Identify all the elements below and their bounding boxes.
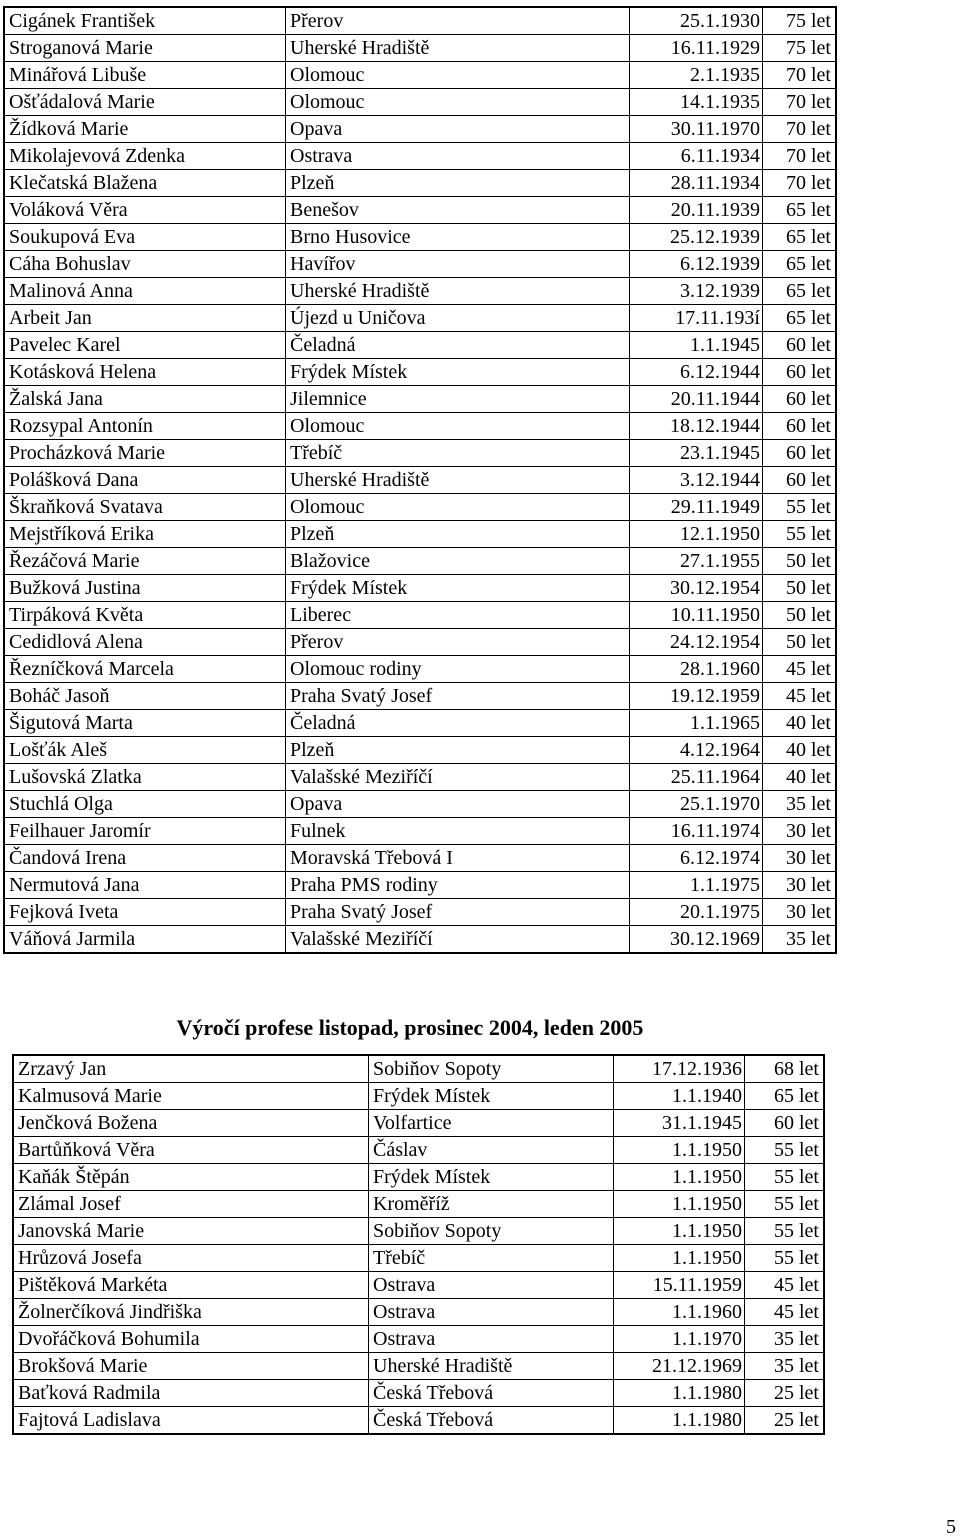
years-cell: 65 let (763, 224, 837, 251)
place-cell: Uherské Hradiště (369, 1353, 614, 1380)
name-cell: Kaňák Štěpán (13, 1164, 369, 1191)
date-cell: 25.11.1964 (630, 764, 763, 791)
table-row (13, 1055, 824, 1083)
table-row (4, 629, 836, 656)
years-cell: 30 let (763, 818, 837, 845)
name-cell: Nermutová Jana (4, 872, 286, 899)
table-row (4, 386, 836, 413)
table-row (13, 1083, 824, 1110)
date-cell: 14.1.1935 (630, 89, 763, 116)
table-row (4, 7, 836, 35)
name-cell: Bartůňková Věra (13, 1137, 369, 1164)
place-cell: Frýdek Místek (369, 1083, 614, 1110)
years-cell: 25 let (745, 1380, 825, 1407)
name-cell: Řezníčková Marcela (4, 656, 286, 683)
name-cell: Stroganová Marie (4, 35, 286, 62)
place-cell: Valašské Meziříčí (286, 926, 630, 954)
years-cell: 50 let (763, 602, 837, 629)
place-cell: Třebíč (286, 440, 630, 467)
date-cell: 10.11.1950 (630, 602, 763, 629)
name-cell: Pištěková Markéta (13, 1272, 369, 1299)
name-cell: Arbeit Jan (4, 305, 286, 332)
place-cell: Jilemnice (286, 386, 630, 413)
table-row (4, 197, 836, 224)
date-cell: 1.1.1970 (614, 1326, 745, 1353)
place-cell: Havířov (286, 251, 630, 278)
name-cell: Kotásková Helena (4, 359, 286, 386)
years-cell: 65 let (763, 251, 837, 278)
date-cell: 2.1.1935 (630, 62, 763, 89)
name-cell: Žalská Jana (4, 386, 286, 413)
name-cell: Fajtová Ladislava (13, 1407, 369, 1435)
table-row (13, 1191, 824, 1218)
years-cell: 35 let (745, 1326, 825, 1353)
name-cell: Stuchlá Olga (4, 791, 286, 818)
place-cell: Praha Svatý Josef (286, 899, 630, 926)
years-cell: 68 let (745, 1055, 825, 1083)
date-cell: 1.1.1945 (630, 332, 763, 359)
place-cell: Újezd u Uničova (286, 305, 630, 332)
table-row (4, 224, 836, 251)
years-cell: 60 let (763, 467, 837, 494)
date-cell: 23.1.1945 (630, 440, 763, 467)
name-cell: Mejstříková Erika (4, 521, 286, 548)
place-cell: Brno Husovice (286, 224, 630, 251)
years-cell: 65 let (745, 1083, 825, 1110)
name-cell: Pavelec Karel (4, 332, 286, 359)
table-row (4, 791, 836, 818)
years-cell: 60 let (763, 359, 837, 386)
table-row (4, 413, 836, 440)
table-row (4, 467, 836, 494)
date-cell: 28.11.1934 (630, 170, 763, 197)
years-cell: 45 let (745, 1272, 825, 1299)
table-row (4, 89, 836, 116)
years-cell: 40 let (763, 764, 837, 791)
date-cell: 3.12.1944 (630, 467, 763, 494)
date-cell: 4.12.1964 (630, 737, 763, 764)
date-cell: 1.1.1975 (630, 872, 763, 899)
name-cell: Fejková Iveta (4, 899, 286, 926)
place-cell: Opava (286, 116, 630, 143)
table-row (13, 1380, 824, 1407)
place-cell: Plzeň (286, 170, 630, 197)
date-cell: 17.12.1936 (614, 1055, 745, 1083)
years-cell: 50 let (763, 548, 837, 575)
place-cell: Moravská Třebová I (286, 845, 630, 872)
name-cell: Mikolajevová Zdenka (4, 143, 286, 170)
name-cell: Cáha Bohuslav (4, 251, 286, 278)
years-cell: 35 let (763, 926, 837, 954)
place-cell: Praha Svatý Josef (286, 683, 630, 710)
table-row (13, 1164, 824, 1191)
table-row (13, 1326, 824, 1353)
section-title: Výročí profese listopad, prosinec 2004, leden 2005 (176, 1015, 644, 1040)
table-row (4, 494, 836, 521)
table-row (13, 1299, 824, 1326)
years-cell: 45 let (763, 683, 837, 710)
date-cell: 16.11.1974 (630, 818, 763, 845)
place-cell: Čeladná (286, 710, 630, 737)
table-row (4, 170, 836, 197)
years-cell: 45 let (763, 656, 837, 683)
name-cell: Dvořáčková Bohumila (13, 1326, 369, 1353)
date-cell: 16.11.1929 (630, 35, 763, 62)
date-cell: 30.12.1954 (630, 575, 763, 602)
date-cell: 15.11.1959 (614, 1272, 745, 1299)
years-cell: 70 let (763, 62, 837, 89)
date-cell: 1.1.1950 (614, 1191, 745, 1218)
name-cell: Škraňková Svatava (4, 494, 286, 521)
years-cell: 60 let (763, 440, 837, 467)
table-row (4, 683, 836, 710)
table-row (13, 1110, 824, 1137)
table-row (13, 1137, 824, 1164)
years-cell: 45 let (745, 1299, 825, 1326)
name-cell: Baťková Radmila (13, 1380, 369, 1407)
place-cell: Sobiňov Sopoty (369, 1055, 614, 1083)
place-cell: Česká Třebová (369, 1407, 614, 1435)
place-cell: Olomouc (286, 494, 630, 521)
date-cell: 31.1.1945 (614, 1110, 745, 1137)
place-cell: Třebíč (369, 1245, 614, 1272)
anniversary-table-1 (3, 6, 837, 954)
date-cell: 6.11.1934 (630, 143, 763, 170)
years-cell: 60 let (763, 386, 837, 413)
date-cell: 1.1.1940 (614, 1083, 745, 1110)
name-cell: Kalmusová Marie (13, 1083, 369, 1110)
date-cell: 1.1.1965 (630, 710, 763, 737)
years-cell: 40 let (763, 710, 837, 737)
table-row (4, 116, 836, 143)
years-cell: 65 let (763, 197, 837, 224)
name-cell: Soukupová Eva (4, 224, 286, 251)
table-row (4, 35, 836, 62)
table-row (4, 278, 836, 305)
name-cell: Procházková Marie (4, 440, 286, 467)
name-cell: Čandová Irena (4, 845, 286, 872)
place-cell: Frýdek Místek (369, 1164, 614, 1191)
anniversary-table-2 (12, 1054, 825, 1435)
date-cell: 1.1.1980 (614, 1380, 745, 1407)
place-cell: Praha PMS rodiny (286, 872, 630, 899)
date-cell: 20.1.1975 (630, 899, 763, 926)
table-row (4, 656, 836, 683)
table-row (4, 548, 836, 575)
date-cell: 25.12.1939 (630, 224, 763, 251)
years-cell: 55 let (745, 1218, 825, 1245)
table-row (4, 899, 836, 926)
date-cell: 3.12.1939 (630, 278, 763, 305)
place-cell: Sobiňov Sopoty (369, 1218, 614, 1245)
years-cell: 50 let (763, 575, 837, 602)
name-cell: Bužková Justina (4, 575, 286, 602)
table-row (13, 1353, 824, 1380)
place-cell: Uherské Hradiště (286, 278, 630, 305)
years-cell: 55 let (745, 1137, 825, 1164)
name-cell: Feilhauer Jaromír (4, 818, 286, 845)
date-cell: 28.1.1960 (630, 656, 763, 683)
years-cell: 60 let (763, 332, 837, 359)
place-cell: Olomouc (286, 89, 630, 116)
date-cell: 20.11.1944 (630, 386, 763, 413)
table-row (4, 926, 836, 954)
date-cell: 1.1.1950 (614, 1218, 745, 1245)
name-cell: Tirpáková Květa (4, 602, 286, 629)
table-row (4, 818, 836, 845)
name-cell: Žolnerčíková Jindřiška (13, 1299, 369, 1326)
place-cell: Ostrava (286, 143, 630, 170)
name-cell: Váňová Jarmila (4, 926, 286, 954)
years-cell: 55 let (763, 494, 837, 521)
place-cell: Frýdek Místek (286, 575, 630, 602)
place-cell: Frýdek Místek (286, 359, 630, 386)
name-cell: Jenčková Božena (13, 1110, 369, 1137)
years-cell: 30 let (763, 872, 837, 899)
years-cell: 60 let (763, 413, 837, 440)
years-cell: 60 let (745, 1110, 825, 1137)
table-row (4, 440, 836, 467)
table-row (13, 1407, 824, 1435)
place-cell: Ostrava (369, 1326, 614, 1353)
years-cell: 55 let (745, 1245, 825, 1272)
place-cell: Blažovice (286, 548, 630, 575)
table-row (4, 872, 836, 899)
table-row (4, 764, 836, 791)
place-cell: Olomouc (286, 62, 630, 89)
date-cell: 12.1.1950 (630, 521, 763, 548)
place-cell: Čeladná (286, 332, 630, 359)
name-cell: Minářová Libuše (4, 62, 286, 89)
place-cell: Česká Třebová (369, 1380, 614, 1407)
name-cell: Zlámal Josef (13, 1191, 369, 1218)
place-cell: Benešov (286, 197, 630, 224)
years-cell: 75 let (763, 35, 837, 62)
date-cell: 30.11.1970 (630, 116, 763, 143)
name-cell: Malinová Anna (4, 278, 286, 305)
place-cell: Ostrava (369, 1272, 614, 1299)
date-cell: 17.11.193í (630, 305, 763, 332)
date-cell: 1.1.1980 (614, 1407, 745, 1435)
date-cell: 29.11.1949 (630, 494, 763, 521)
date-cell: 1.1.1950 (614, 1137, 745, 1164)
place-cell: Olomouc (286, 413, 630, 440)
table-row (13, 1245, 824, 1272)
date-cell: 27.1.1955 (630, 548, 763, 575)
table-row (4, 332, 836, 359)
table-row (4, 710, 836, 737)
years-cell: 50 let (763, 629, 837, 656)
place-cell: Plzeň (286, 521, 630, 548)
name-cell: Zrzavý Jan (13, 1055, 369, 1083)
name-cell: Klečatská Blažena (4, 170, 286, 197)
date-cell: 18.12.1944 (630, 413, 763, 440)
place-cell: Přerov (286, 7, 630, 35)
name-cell: Janovská Marie (13, 1218, 369, 1245)
name-cell: Ošťádalová Marie (4, 89, 286, 116)
name-cell: Boháč Jasoň (4, 683, 286, 710)
place-cell: Volfartice (369, 1110, 614, 1137)
date-cell: 25.1.1970 (630, 791, 763, 818)
years-cell: 40 let (763, 737, 837, 764)
place-cell: Opava (286, 791, 630, 818)
name-cell: Šigutová Marta (4, 710, 286, 737)
years-cell: 55 let (745, 1164, 825, 1191)
years-cell: 55 let (763, 521, 837, 548)
years-cell: 70 let (763, 143, 837, 170)
years-cell: 75 let (763, 7, 837, 35)
years-cell: 30 let (763, 899, 837, 926)
date-cell: 30.12.1969 (630, 926, 763, 954)
years-cell: 70 let (763, 116, 837, 143)
date-cell: 24.12.1954 (630, 629, 763, 656)
name-cell: Rozsypal Antonín (4, 413, 286, 440)
name-cell: Cigánek František (4, 7, 286, 35)
date-cell: 25.1.1930 (630, 7, 763, 35)
name-cell: Voláková Věra (4, 197, 286, 224)
table-row (4, 143, 836, 170)
place-cell: Uherské Hradiště (286, 35, 630, 62)
name-cell: Lušovská Zlatka (4, 764, 286, 791)
place-cell: Plzeň (286, 737, 630, 764)
name-cell: Cedidlová Alena (4, 629, 286, 656)
place-cell: Valašské Meziříčí (286, 764, 630, 791)
table-row (4, 737, 836, 764)
place-cell: Uherské Hradiště (286, 467, 630, 494)
table-row (4, 251, 836, 278)
years-cell: 65 let (763, 278, 837, 305)
table-row (4, 521, 836, 548)
years-cell: 25 let (745, 1407, 825, 1435)
date-cell: 6.12.1974 (630, 845, 763, 872)
date-cell: 1.1.1950 (614, 1164, 745, 1191)
place-cell: Ostrava (369, 1299, 614, 1326)
page-number: 5 (946, 1516, 956, 1538)
name-cell: Řezáčová Marie (4, 548, 286, 575)
table-row (4, 62, 836, 89)
date-cell: 1.1.1950 (614, 1245, 745, 1272)
name-cell: Žídková Marie (4, 116, 286, 143)
years-cell: 65 let (763, 305, 837, 332)
table-row (13, 1218, 824, 1245)
table-row (4, 359, 836, 386)
name-cell: Lošťák Aleš (4, 737, 286, 764)
table-row (4, 575, 836, 602)
table-row (4, 845, 836, 872)
date-cell: 1.1.1960 (614, 1299, 745, 1326)
years-cell: 35 let (745, 1353, 825, 1380)
date-cell: 19.12.1959 (630, 683, 763, 710)
years-cell: 70 let (763, 170, 837, 197)
name-cell: Brokšová Marie (13, 1353, 369, 1380)
table-row (13, 1272, 824, 1299)
date-cell: 21.12.1969 (614, 1353, 745, 1380)
place-cell: Liberec (286, 602, 630, 629)
place-cell: Fulnek (286, 818, 630, 845)
place-cell: Olomouc rodiny (286, 656, 630, 683)
name-cell: Hrůzová Josefa (13, 1245, 369, 1272)
date-cell: 6.12.1944 (630, 359, 763, 386)
years-cell: 55 let (745, 1191, 825, 1218)
years-cell: 35 let (763, 791, 837, 818)
date-cell: 20.11.1939 (630, 197, 763, 224)
table-row (4, 305, 836, 332)
place-cell: Přerov (286, 629, 630, 656)
table-row (4, 602, 836, 629)
date-cell: 6.12.1939 (630, 251, 763, 278)
years-cell: 70 let (763, 89, 837, 116)
place-cell: Čáslav (369, 1137, 614, 1164)
name-cell: Polášková Dana (4, 467, 286, 494)
place-cell: Kroměříž (369, 1191, 614, 1218)
years-cell: 30 let (763, 845, 837, 872)
